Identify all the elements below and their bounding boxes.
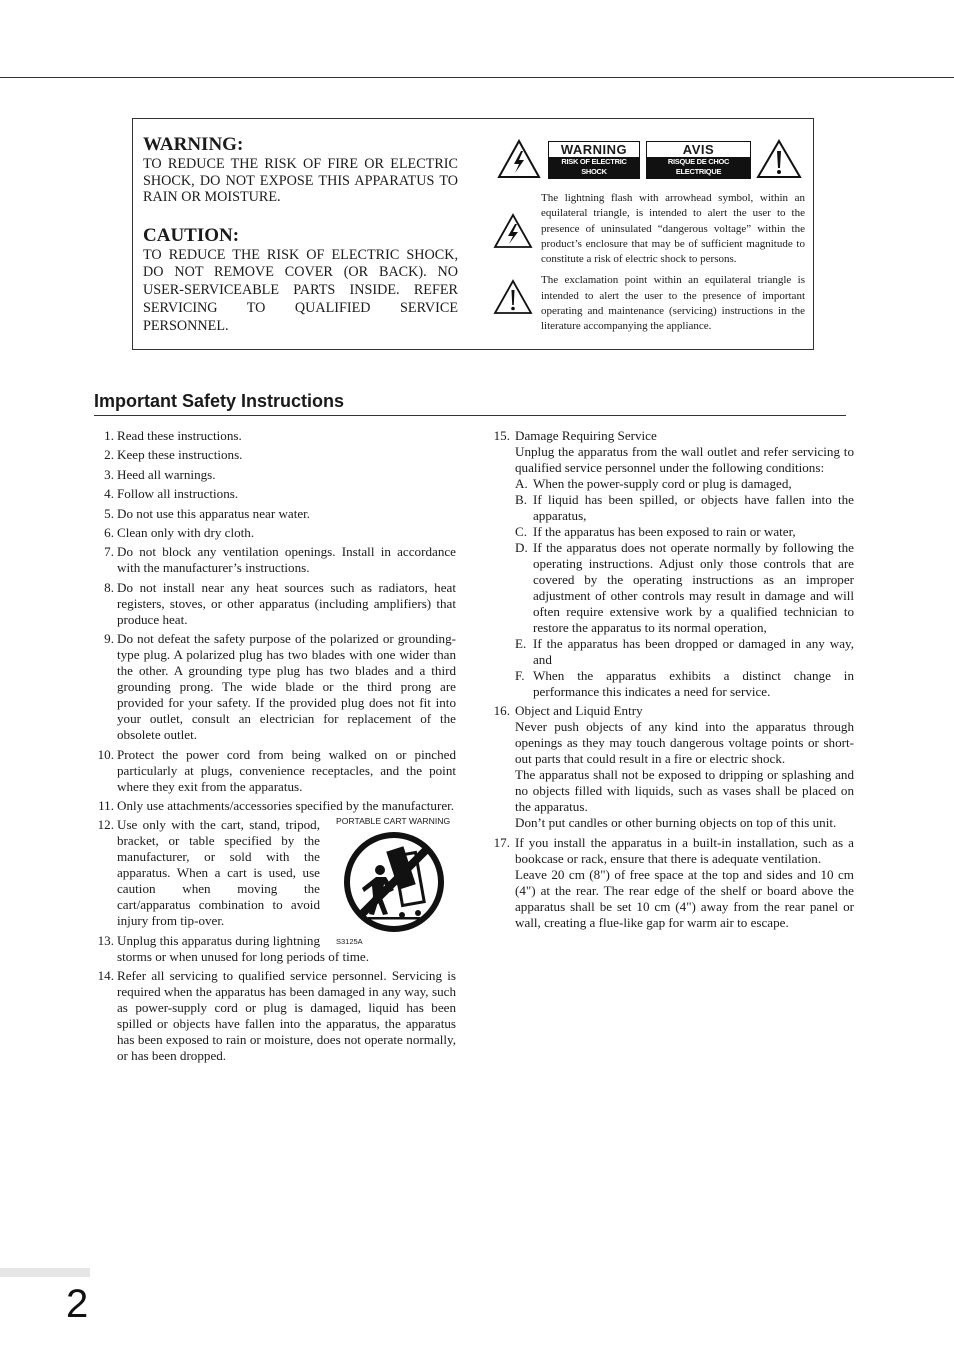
item-number: 1.: [104, 428, 114, 443]
instruction-item: [94, 447, 456, 463]
cart-warning-code: S3125A: [336, 937, 363, 947]
item-number: 5.: [104, 505, 114, 521]
lightning-triangle-icon: [493, 213, 533, 249]
warning-caution-text: [143, 135, 458, 335]
item-text: Protect the power cord from being walked on or pinched particularly at plugs, convenience receptacles, and the point where they exit from the apparatus.: [117, 746, 456, 794]
item-title: Object and Liquid Entry: [515, 703, 643, 719]
instruction-item: [94, 525, 456, 541]
item-number: 4.: [104, 486, 114, 502]
item-number: 6.: [104, 524, 114, 540]
item-number: 8.: [104, 579, 114, 595]
item-number: 12.: [97, 817, 114, 833]
condition-item: [515, 524, 854, 540]
condition-list: [515, 476, 854, 700]
cart-tipover-icon: [342, 830, 446, 934]
warning-text: TO REDUCE THE RISK OF FIRE OR ELECTRIC SHOCK, DO NOT EXPOSE THIS APPARATUS TO RAIN OR MOISTURE.: [143, 156, 458, 205]
item-number: 14.: [97, 968, 114, 984]
item-number: 16.: [493, 703, 510, 719]
instruction-item: [94, 467, 456, 483]
instruction-item: [94, 747, 456, 795]
instruction-item: [94, 933, 456, 965]
page-number: 2: [66, 1282, 89, 1326]
instruction-item: [94, 798, 456, 814]
item-text: Refer all servicing to qualified service personnel. Servicing is required when the apparatus has been damaged in any way, such as power-supply cord or plug is damaged, liquid has been spilled or objects have fallen into the apparatus, the apparatus has been exposed to rain or moisture, does not operate normally, or has been dropped.: [117, 968, 456, 1064]
portable-cart-warning: [328, 816, 456, 947]
item-number: 10.: [97, 746, 114, 762]
condition-item: [515, 636, 854, 668]
page-tab: [0, 1268, 90, 1277]
caution-text: TO REDUCE THE RISK OF ELECTRIC SHOCK, DO NOT REMOVE COVER (OR BACK). NO USER-SERVICEABLE PARTS INSIDE. REFER SERVICING TO QUALIFIED SERVICE PERSONNEL.: [143, 246, 458, 334]
item-text: Keep these instructions.: [117, 447, 243, 463]
top-rule: [0, 77, 954, 78]
item-number: 15.: [493, 428, 510, 443]
item-text: Don’t put candles or other burning objects on top of this unit.: [515, 815, 837, 831]
warning-label-title: WARNING: [560, 142, 628, 157]
condition-label: C.: [515, 524, 528, 539]
section-title: Important Safety Instructions: [94, 391, 345, 411]
item-text: Read these instructions.: [117, 428, 242, 443]
exclamation-triangle-icon: [756, 139, 802, 179]
exclamation-explanation-text: The exclamation point within an equilateral triangle is intended to alert the user to the presence of important operating and maintenance (servicing) instructions in the literature accompanying the appliance.: [541, 274, 805, 333]
item-text: Never push objects of any kind into the apparatus through openings as they may touch dangerous voltage points or short-out parts that could result in a fire or electric shock.: [515, 719, 854, 767]
instructions-right-column: [490, 428, 854, 934]
warning-label-line2: DO NOT OPEN: [569, 177, 619, 186]
avis-label-title: AVIS: [682, 142, 715, 157]
lightning-explanation: [493, 191, 805, 267]
condition-text: When the power-supply cord or plug is damaged,: [533, 476, 792, 491]
instruction-item: [94, 544, 456, 576]
item-text: The apparatus shall not be exposed to dripping or splashing and no objects filled with liquids, such as vases shall be placed on the apparatus.: [515, 767, 854, 815]
item-number: 2.: [104, 447, 114, 463]
instruction-item: [94, 631, 456, 743]
caution-heading: CAUTION:: [143, 224, 240, 246]
condition-item: [515, 668, 854, 700]
avis-label: [646, 141, 751, 186]
item-text: If you install the apparatus in a built-in installation, such as a bookcase or rack, ensure that there is adequate ventilation.: [515, 834, 854, 866]
symbol-explanations: [493, 137, 805, 335]
avis-label-line1: RISQUE DE CHOC ELECTRIQUE: [667, 157, 730, 176]
instruction-item: [94, 968, 456, 1064]
instruction-item: [94, 486, 456, 502]
condition-item: [515, 492, 854, 524]
instruction-item: [94, 506, 456, 522]
condition-label: A.: [515, 476, 528, 491]
item-number: 9.: [104, 631, 114, 647]
item-text: Leave 20 cm (8") of free space at the top and sides and 10 cm (4") at the rear. The rear edge of the shelf or board above the apparatus shall be set 10 cm (4") away from the rear panel or wall, creating a flue-like gap for warm air to escape.: [515, 866, 854, 930]
warning-label: [548, 141, 640, 186]
item-number: 11.: [98, 797, 114, 813]
instruction-item: [94, 428, 456, 444]
exclamation-triangle-icon: [493, 279, 533, 315]
instruction-item: [94, 580, 456, 628]
item-text: Only use attachments/accessories specified by the manufacturer.: [117, 797, 455, 813]
item-text: Do not defeat the safety purpose of the polarized or grounding-type plug. A polarized plug has two blades with one wider than the other. A grounding type plug has two blades and a third grounding prong. The wide blade or the third prong are provided for your safety. If the provided plug does not fit into your outlet, consult an electrician for replacement of the obsolete outlet.: [117, 631, 456, 743]
item-text: Do not install near any heat sources such as radiators, heat registers, stoves, or other apparatus (including amplifiers) that produce heat.: [117, 579, 456, 627]
warning-box: [132, 118, 814, 350]
condition-text: If the apparatus has been exposed to rain or water,: [533, 524, 796, 539]
condition-text: If the apparatus does not operate normally by following the operating instructions. Adjust only those controls that are covered by the operating instructions as an improper adjustment of other controls may result in damage and will often require extensive work by a qualified technician to restore the apparatus to its normal operation,: [533, 540, 854, 635]
item-number: 17.: [493, 834, 510, 850]
condition-label: F.: [515, 668, 525, 683]
item-text: Do not use this apparatus near water.: [117, 505, 311, 521]
instruction-item: [490, 835, 854, 931]
condition-text: When the apparatus exhibits a distinct change in performance this indicates a need for service.: [533, 668, 854, 699]
item-text: Unplug the apparatus from the wall outlet and refer servicing to qualified service personnel under the following conditions:: [515, 444, 854, 475]
condition-item: [515, 476, 854, 492]
item-number: 3.: [104, 466, 114, 482]
item-number: 13.: [97, 932, 114, 948]
avis-label-subtitle: [647, 157, 750, 186]
lightning-explanation-text: The lightning flash with arrowhead symbol, within an equilateral triangle, is intended to alert the user to the presence of uninsulated “dangerous voltage” within the product’s enclosure that may be of sufficient magnitude to constitute a risk of electric shock to persons.: [541, 192, 805, 266]
instruction-item: [490, 703, 854, 831]
condition-item: [515, 540, 854, 636]
condition-label: E.: [515, 636, 527, 651]
cart-warning-caption: PORTABLE CART WARNING: [336, 816, 451, 827]
condition-text: If the apparatus has been dropped or damaged in any way, and: [533, 636, 854, 667]
item-text: Heed all warnings.: [117, 466, 216, 482]
item-text: Use only with the cart, stand, tripod, bracket, or table specified by the manufacturer, or sold with the apparatus. When a cart is used, use caution when moving the cart/apparatus combination to avoid injury from tip-over.: [117, 817, 320, 929]
exclamation-explanation: [493, 273, 805, 334]
instructions-left-column: [94, 428, 456, 1067]
avis-label-line2: NE PAS OUVRIR: [671, 177, 726, 186]
instruction-item: [490, 428, 854, 700]
item-text: Clean only with dry cloth.: [117, 524, 255, 540]
item-text: Do not block any ventilation openings. Install in accordance with the manufacturer’s instructions.: [117, 544, 456, 576]
condition-label: D.: [515, 540, 528, 555]
warning-label-row: [493, 137, 805, 186]
warning-heading: WARNING:: [143, 134, 244, 155]
item-title: Damage Requiring Service: [515, 428, 657, 443]
condition-label: B.: [515, 492, 528, 507]
condition-text: If liquid has been spilled, or objects have fallen into the apparatus,: [533, 492, 854, 523]
item-text: Unplug this apparatus during lightning storms or when unused for long periods of time.: [117, 932, 370, 964]
warning-label-line1: RISK OF ELECTRIC SHOCK: [561, 157, 627, 176]
item-text: Follow all instructions.: [117, 486, 239, 502]
item-number: 7.: [104, 544, 114, 560]
warning-label-subtitle: [549, 157, 639, 186]
lightning-triangle-icon: [497, 139, 541, 179]
section-rule: [94, 415, 846, 416]
